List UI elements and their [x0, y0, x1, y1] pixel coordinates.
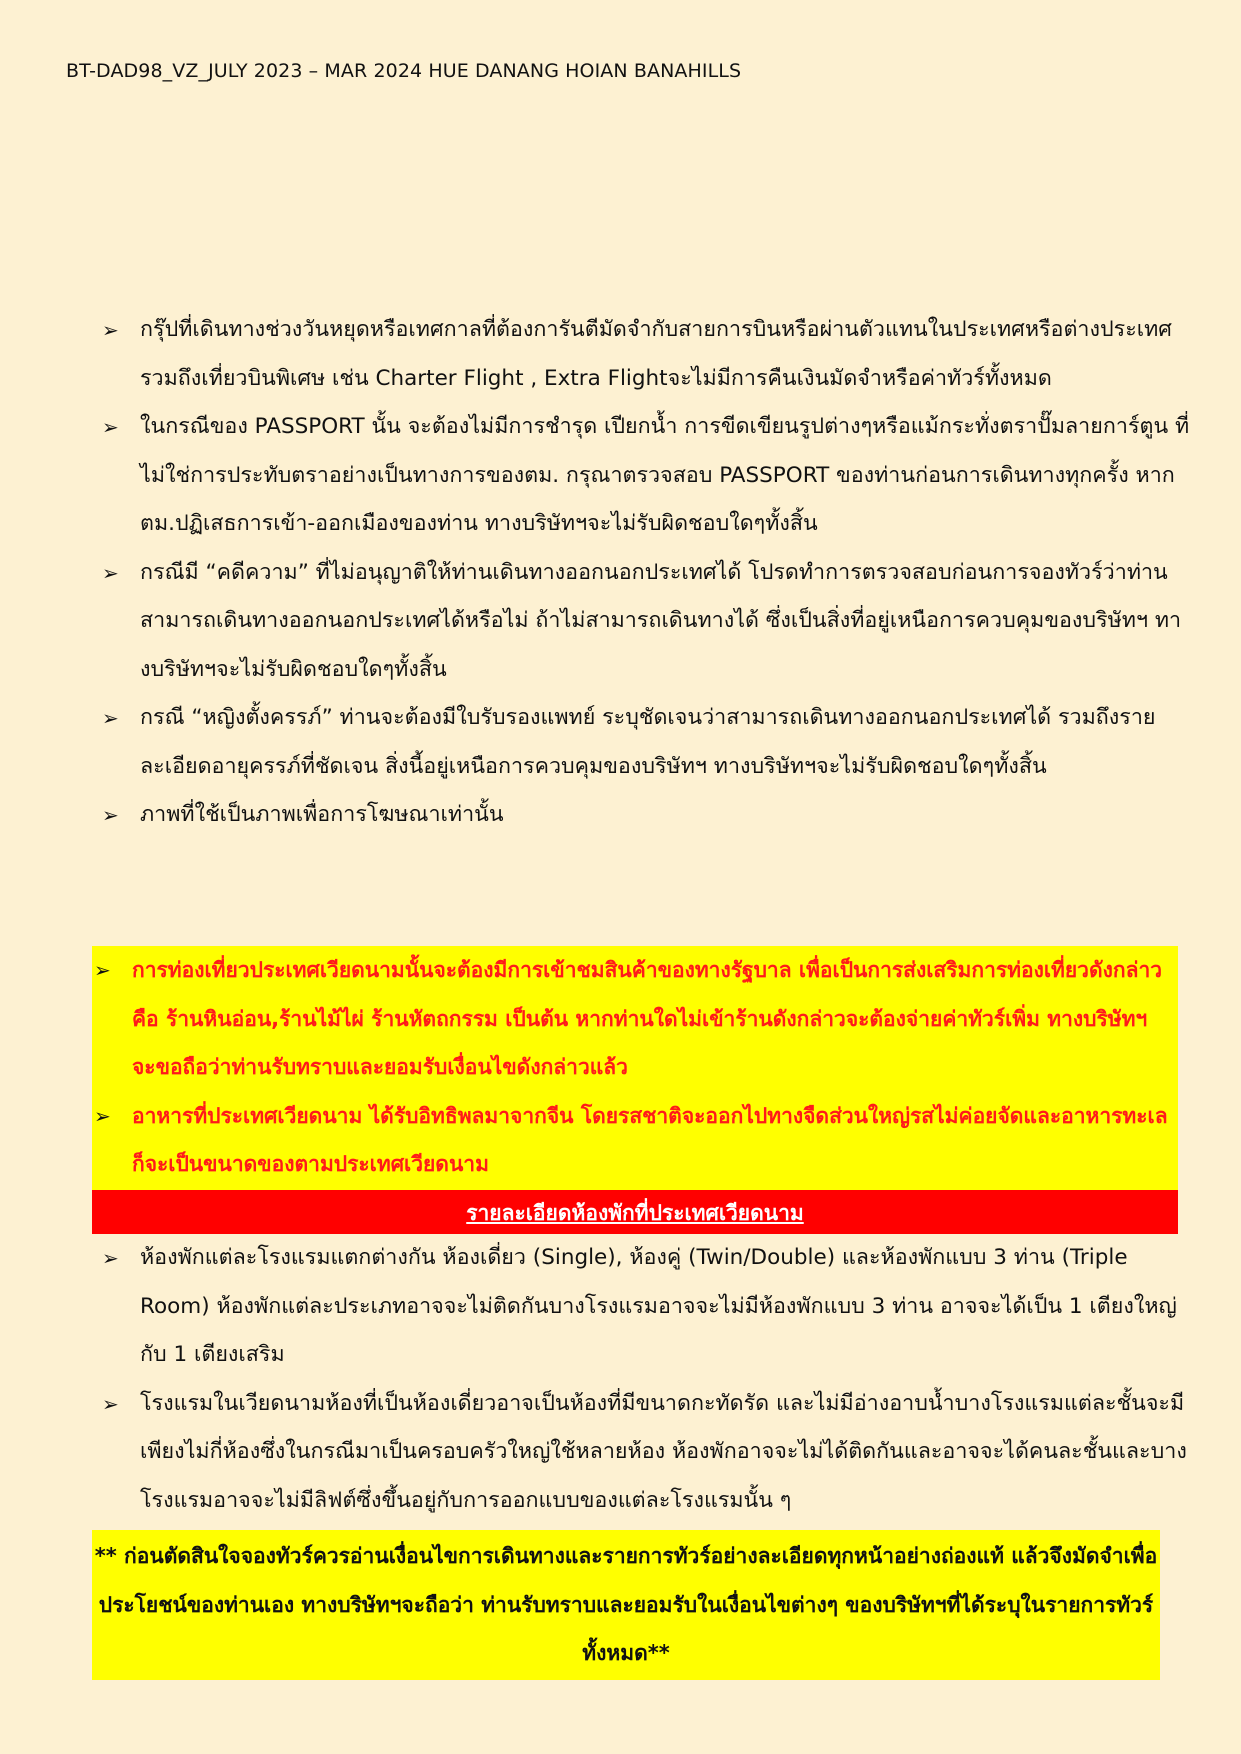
highlight-note-text: อาหารที่ประเทศเวียดนาม ได้รับอิทธิพลมาจากจีน โดยรสชาติจะออกไปทางจืดส่วนใหญ่รสไม่ค่อยจัดและอาหารทะเลก็จะเป็นขนาดของตามประเทศเวียดนาม — [132, 1103, 1168, 1176]
list-item — [92, 946, 1178, 1092]
condition-text: กรณีมี “คดีความ” ที่ไม่อนุญาติให้ท่านเดินทางออกนอกประเทศได้ โปรดทำการตรวจสอบก่อนการจองทัวร์ว่าท่านสามารถเดินทางออกนอกประเทศได้หรือไม่ ถ้าไม่สามารถเดินทางได้ ซึ่งเป็นสิ่งที่อยู่เหนือการควบคุมของบริษัทฯ ทางบริษัทฯจะไม่รับผิดชอบใดๆทั้งสิ้น — [140, 559, 1182, 682]
room-section-title-bar — [92, 1190, 1178, 1234]
list-item — [92, 403, 1194, 549]
list-item — [92, 549, 1194, 695]
condition-text: กรุ๊ปที่เดินทางช่วงวันหยุดหรือเทศกาลที่ต้องการันตีมัดจำกับสายการบินหรือผ่านตัวแทนในประเทศหรือต่างประเทศ รวมถึงเที่ยวบินพิเศษ เช่น Charter Flight , Extra Flightจะไม่มีการคืนเงินมัดจำหรือค่าทัวร์ทั้งหมด — [140, 317, 1172, 391]
room-detail-text: ห้องพักแต่ละโรงแรมแตกต่างกัน ห้องเดี่ยว (Single), ห้องคู่ (Twin/Double) และห้องพักแบบ 3 ท่าน (Triple Room) ห้องพักแต่ละประเภทอาจจะไม่ติดกันบางโรงแรมอาจจะไม่มีห้องพักแบบ 3 ท่าน อาจจะได้เป็น 1 เตียงใหญ่กับ 1 เตียงเสริม — [140, 1245, 1177, 1367]
highlight-notes-list — [92, 946, 1178, 1189]
condition-text: ภาพที่ใช้เป็นภาพเพื่อการโฆษณาเท่านั้น — [140, 802, 504, 827]
arrow-bullet-icon: ➢ — [102, 706, 119, 730]
list-item — [92, 1380, 1194, 1526]
condition-text: กรณี “หญิงตั้งครรภ์” ท่านจะต้องมีใบรับรองแพทย์ ระบุชัดเจนว่าสามารถเดินทางออกนอกประเทศได้ รวมถึงรายละเอียดอายุครรภ์ที่ชัดเจน สิ่งนี้อยู่เหนือการควบคุมของบริษัทฯ ทางบริษัทฯจะไม่รับผิดชอบใดๆทั้งสิ้น — [140, 705, 1156, 779]
arrow-bullet-icon: ➢ — [102, 1391, 119, 1416]
room-section-title: รายละเอียดห้องพักที่ประเทศเวียดนาม — [466, 1201, 804, 1225]
final-notice: ** ก่อนตัดสินใจจองทัวร์ควรอ่านเงื่อนไขการเดินทางและรายการทัวร์อย่างละเอียดทุกหน้าอย่างถ่องแท้ แล้วจึงมัดจำเพื่อประโยชน์ของท่านเอง ทางบริษัทฯจะถือว่า ท่านรับทราบและยอมรับในเงื่อนไขต่างๆ ของบริษัทฯที่ได้ระบุในรายการทัวร์ทั้งหมด** — [92, 1530, 1160, 1680]
arrow-bullet-icon: ➢ — [102, 803, 119, 827]
list-item — [92, 694, 1194, 791]
list-item — [92, 791, 1194, 840]
arrow-bullet-icon: ➢ — [102, 318, 119, 342]
condition-text: ในกรณีของ PASSPORT นั้น จะต้องไม่มีการชำรุด เปียกน้ำ การขีดเขียนรูปต่างๆหรือแม้กระทั่งตราปั๊มลายการ์ตูน ที่ไม่ใช่การประทับตราอย่างเป็นทางการของตม. กรุณาตรวจสอบ PASSPORT ของท่านก่อนการเดินทางทุกครั้ง หาก ตม.ปฏิเสธการเข้า-ออกเมืองของท่าน ทางบริษัทฯจะไม่รับผิดชอบใดๆทั้งสิ้น — [140, 414, 1190, 536]
arrow-bullet-icon: ➢ — [102, 1246, 119, 1270]
document-header-code: BT-DAD98_VZ_JULY 2023 – MAR 2024 HUE DANANG HOIAN BANAHILLS — [66, 60, 742, 82]
list-item — [92, 1092, 1178, 1189]
arrow-bullet-icon: ➢ — [94, 1103, 111, 1128]
room-detail-text: โรงแรมในเวียดนามห้องที่เป็นห้องเดี่ยวอาจเป็นห้องที่มีขนาดกะทัดรัด และไม่มีอ่างอาบน้ำบางโรงแรมแต่ละชั้นจะมี เพียงไม่กี่ห้องซึ่งในกรณีมาเป็นครอบครัวใหญ่ใช้หลายห้อง ห้องพักอาจจะไม่ได้ติดกันและอาจจะได้คนละชั้นและบาง โรงแรมอาจจะไม่มีลิฟต์ซึ่งขึ้นอยู่กับการออกแบบของแต่ละโรงแรมนั้น ๆ — [140, 1390, 1187, 1513]
list-item — [92, 1234, 1194, 1380]
conditions-list — [92, 306, 1194, 840]
list-item — [92, 306, 1194, 403]
highlight-note-text: การท่องเที่ยวประเทศเวียดนามนั้นจะต้องมีการเข้าชมสินค้าของทางรัฐบาล เพื่อเป็นการส่งเสริมการท่องเที่ยวดังกล่าว คือ ร้านหินอ่อน,ร้านไม้ไผ่ ร้านหัตถกรรม เป็นต้น หากท่านใดไม่เข้าร้านดังกล่าวจะต้องจ่ายค่าทัวร์เพิ่ม ทางบริษัทฯ จะขอถือว่าท่านรับทราบและยอมรับเงื่อนไขดังกล่าวแล้ว — [132, 958, 1163, 1079]
arrow-bullet-icon: ➢ — [102, 415, 119, 439]
room-details-list — [92, 1234, 1194, 1525]
arrow-bullet-icon: ➢ — [94, 958, 111, 982]
arrow-bullet-icon: ➢ — [102, 560, 119, 585]
